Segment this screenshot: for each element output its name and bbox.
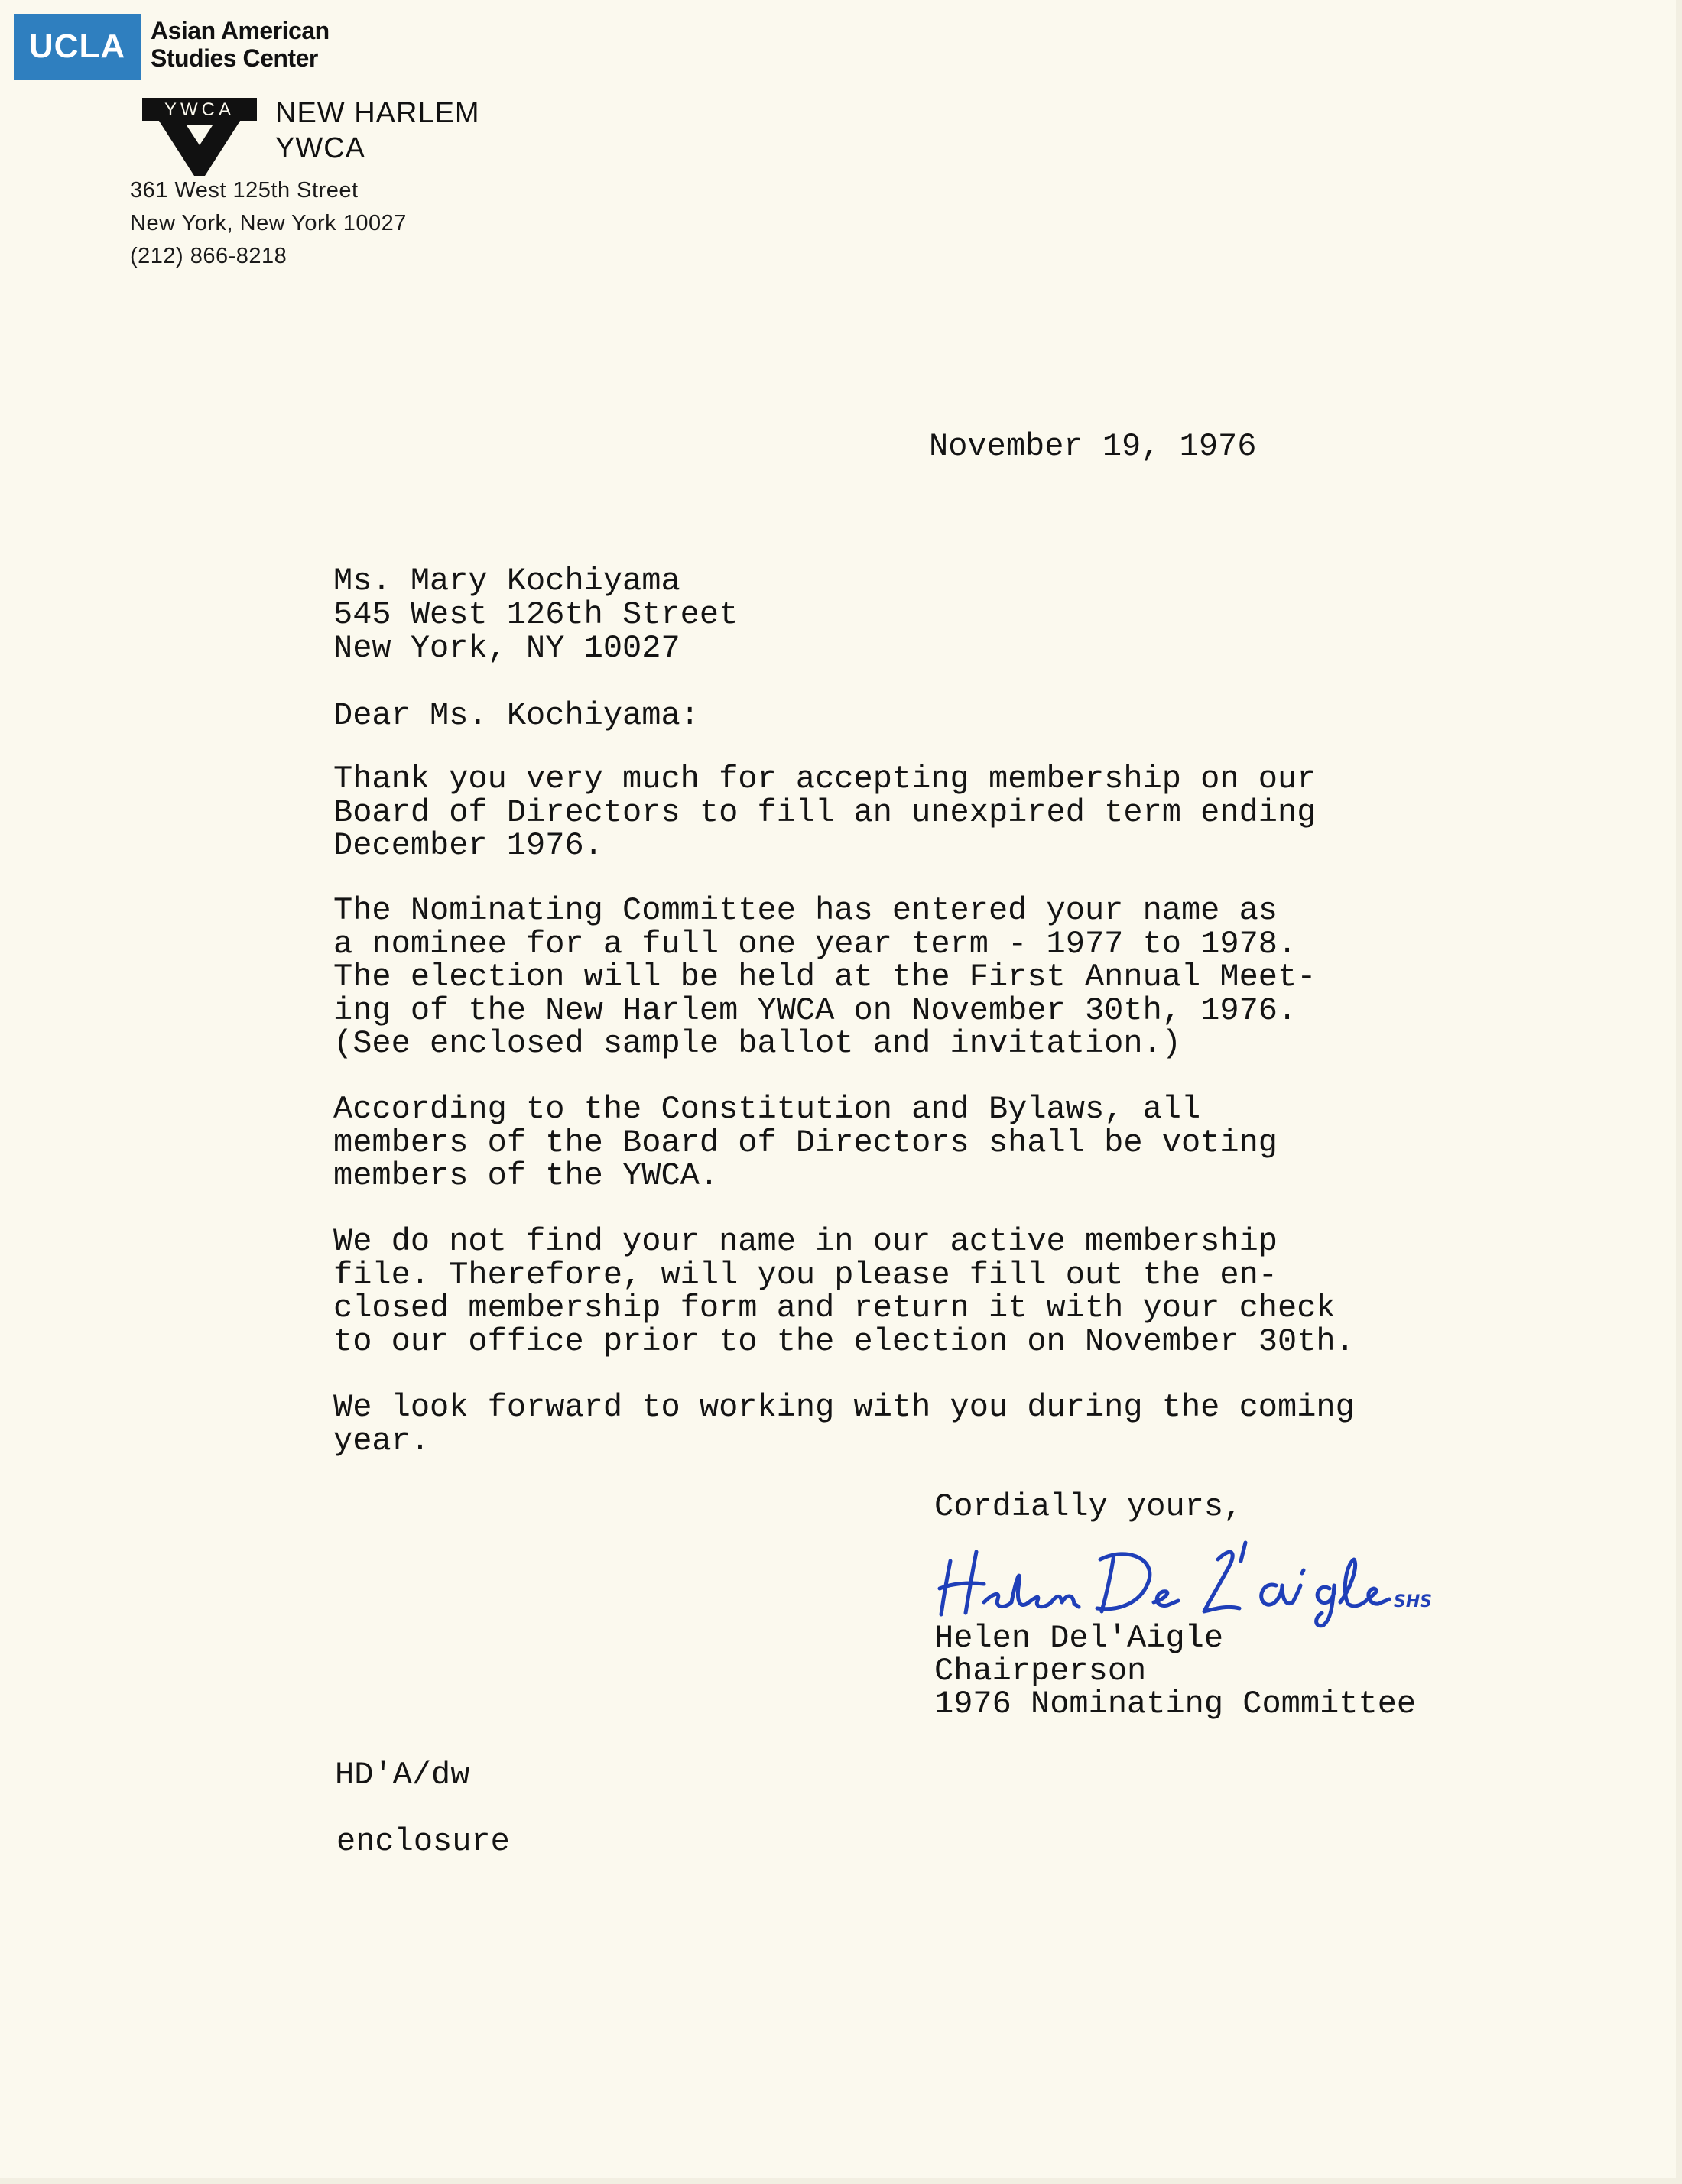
- signer-name: Helen Del'Aigle: [934, 1620, 1224, 1657]
- center-name: [151, 17, 330, 72]
- center-name-line2: Studies Center: [151, 44, 318, 72]
- paragraph-4: [333, 1225, 1355, 1358]
- text-line: file. Therefore, will you please fill out the en-: [333, 1256, 1278, 1293]
- text-line: The election will be held at the First Annual Meet-: [333, 959, 1317, 995]
- reference-initials: HD'A/dw: [335, 1757, 470, 1793]
- closing: Cordially yours,: [934, 1488, 1243, 1525]
- text-line: December 1976.: [333, 827, 603, 864]
- letter-date: November 19, 1976: [929, 428, 1257, 465]
- text-line: Thank you very much for accepting membership on our: [333, 761, 1317, 797]
- text-line: According to the Constitution and Bylaws, all: [333, 1091, 1201, 1128]
- handwritten-signature: [937, 1529, 1433, 1628]
- address-phone: (212) 866-8218: [130, 244, 287, 268]
- signer-committee: 1976 Nominating Committee: [934, 1686, 1417, 1722]
- text-line: The Nominating Committee has entered your name as: [333, 892, 1278, 929]
- text-line: a nominee for a full one year term - 1977 to 1978.: [333, 925, 1297, 962]
- recipient-city: New York, NY 10027: [333, 630, 680, 667]
- signer-title: Chairperson: [934, 1653, 1147, 1689]
- address-city: New York, New York 10027: [130, 211, 407, 235]
- text-line: We look forward to working with you during the coming: [333, 1389, 1355, 1426]
- signature-initials: SHS: [1394, 1592, 1433, 1611]
- org-name-line2: YWCA: [275, 132, 365, 164]
- enclosure-note: enclosure: [336, 1823, 510, 1860]
- center-name-line1: Asian American: [151, 17, 330, 44]
- text-line: closed membership form and return it with your check: [333, 1290, 1336, 1326]
- recipient-street: 545 West 126th Street: [333, 596, 739, 633]
- text-line: members of the Board of Directors shall be voting: [333, 1124, 1278, 1161]
- address-street: 361 West 125th Street: [130, 178, 359, 203]
- paragraph-3: [333, 1093, 1278, 1193]
- text-line: Board of Directors to fill an unexpired term ending: [333, 793, 1317, 831]
- text-line: We do not find your name in our active membership: [333, 1223, 1278, 1260]
- paragraph-2: [333, 894, 1316, 1061]
- text-line: year.: [333, 1422, 430, 1459]
- recipient-name: Ms. Mary Kochiyama: [333, 563, 680, 599]
- ucla-badge: UCLA: [14, 14, 141, 80]
- recipient-address: [333, 564, 738, 665]
- org-name-line1: NEW HARLEM: [275, 97, 480, 129]
- ywca-logo-icon: [142, 81, 257, 180]
- paragraph-1: [333, 763, 1316, 863]
- org-name: [275, 96, 480, 166]
- text-line: to our office prior to the election on November 30th.: [333, 1322, 1355, 1360]
- salutation: Dear Ms. Kochiyama:: [333, 697, 700, 734]
- text-line: (See enclosed sample ballot and invitation.): [333, 1025, 1181, 1062]
- signer-block: [934, 1622, 1416, 1721]
- org-address: [130, 174, 407, 273]
- text-line: members of the YWCA.: [333, 1157, 719, 1194]
- logo-text: YWCA: [164, 99, 235, 120]
- paragraph-5: [333, 1391, 1355, 1458]
- text-line: ing of the New Harlem YWCA on November 30th, 1976.: [333, 991, 1297, 1029]
